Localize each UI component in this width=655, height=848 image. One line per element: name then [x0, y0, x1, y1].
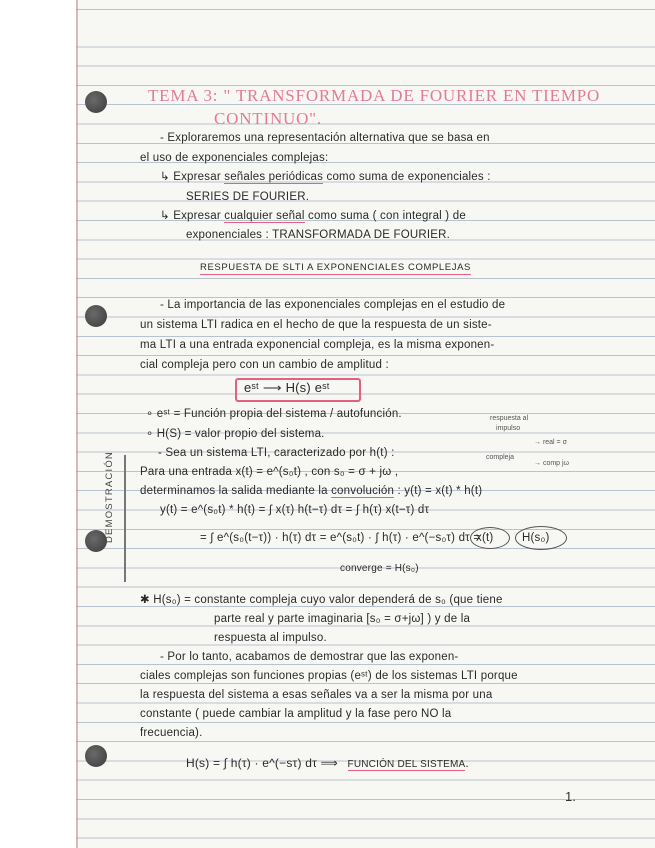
convolution-result: = ∫ e^(s₀(t−τ)) · h(τ) dτ = e^(s₀t) · ∫ h(τ) · e^(−s₀τ) dτ = [200, 532, 481, 544]
intro-line-2: el uso de exponenciales complejas: [140, 152, 329, 164]
note-line-3: respuesta al impulso. [214, 632, 327, 644]
binder-hole [85, 305, 107, 327]
demo-line-2: Para una entrada x(t) = e^(s₀t) , con s₀ = σ + jω , [140, 466, 399, 478]
conclusion-line: la respuesta del sistema a esas señales va a ser la misma por una [140, 689, 493, 701]
eigen-bullet-1: ∘ eˢᵗ = Función propia del sistema / autofunción. [146, 408, 402, 420]
intro-line-1: - Exploraremos una representación alternativa que se basa en [160, 132, 490, 144]
intro-bullet-1 [160, 170, 491, 184]
note-line-2: parte real y parte imaginaria [s₀ = σ+jω] ) y de la [214, 613, 471, 625]
final-dot: . [465, 756, 469, 770]
demo-bracket-line [124, 455, 126, 582]
intro-bullet-1-line-2: SERIES DE FOURIER. [186, 191, 310, 203]
title-line-1: TEMA 3: " TRANSFORMADA DE FOURIER EN TIEMPO [148, 86, 601, 105]
conclusion-line: constante ( puede cambiar la amplitud y la fase pero NO la [140, 708, 452, 720]
conclusion-line: ciales complejas son funciones propias (eˢᵗ) de los sistemas LTI porque [140, 670, 518, 682]
bullet-prefix: ↳ Expresar [160, 171, 225, 183]
annotation-complejo: → comp jω [534, 460, 570, 467]
underlined-term: cualquier señal [224, 210, 305, 222]
annotation-compleja: compleja [486, 454, 515, 461]
annotation-impulso: impulso [496, 425, 521, 432]
intro-bullet-2 [160, 209, 466, 223]
annotation-respuesta: respuesta al [490, 415, 529, 422]
conclusion-line: frecuencia). [140, 727, 203, 739]
final-equation [186, 756, 469, 772]
transfer-function-equation: H(s) = ∫ h(τ) · e^(−sτ) dτ ⟹ [186, 756, 338, 770]
page-number: 1. [565, 789, 576, 804]
bullet-suffix: como suma ( con integral ) de [304, 210, 466, 222]
bullet-suffix: como suma de exponenciales : [323, 171, 491, 183]
demo-line-1: - Sea un sistema LTI, caracterizado por h(t) : [158, 447, 395, 459]
underlined-term: señales periódicas [224, 171, 324, 183]
para-line: - La importancia de las exponenciales complejas en el estudio de [160, 299, 506, 311]
system-function-label: FUNCIÓN DEL SISTEMA [347, 759, 466, 770]
para-line: un sistema LTI radica en el hecho de que la respuesta de un siste- [140, 319, 492, 331]
demo-label: DEMOSTRACIÓN [104, 451, 115, 543]
intro-bullet-2-line-2: exponenciales : TRANSFORMADA DE FOURIER. [186, 229, 451, 241]
demo-suffix: : y(t) = x(t) * h(t) [394, 485, 483, 497]
margin-line [76, 0, 78, 848]
binder-hole [85, 91, 107, 113]
xt-label: x(t) [476, 532, 494, 544]
underlined-term: convolución [331, 485, 395, 497]
para-line: cial compleja pero con un cambio de amplitud : [140, 359, 389, 371]
converge-note: converge = H(s₀) [340, 563, 419, 574]
conclusion-line: - Por lo tanto, acabamos de demostrar que las exponen- [160, 651, 459, 663]
annotation-real: → real = σ [534, 439, 567, 446]
convolution-equation: y(t) = e^(s₀t) * h(t) = ∫ x(τ) h(t−τ) dτ = ∫ h(τ) x(t−τ) dτ [160, 504, 430, 516]
eigen-bullet-2: ∘ H(S) = valor propio del sistema. [146, 428, 325, 440]
note-line-1: ✱ H(s₀) = constante compleja cuyo valor dependerá de s₀ (que tiene [140, 594, 503, 606]
demo-prefix: determinamos la salida mediante la [140, 485, 332, 497]
para-line: ma LTI a una entrada exponencial compleja, es la misma exponen- [140, 339, 495, 351]
section-title: RESPUESTA DE SLTI A EXPONENCIALES COMPLEJAS [200, 262, 471, 273]
bullet-prefix: ↳ Expresar [160, 210, 225, 222]
binder-hole [85, 745, 107, 767]
demo-line-3 [140, 484, 482, 498]
hs0-label: H(s₀) [522, 532, 550, 544]
title-line-2: CONTINUO". [214, 109, 322, 128]
boxed-equation: eˢᵗ ⟶ H(s) eˢᵗ [244, 380, 330, 395]
